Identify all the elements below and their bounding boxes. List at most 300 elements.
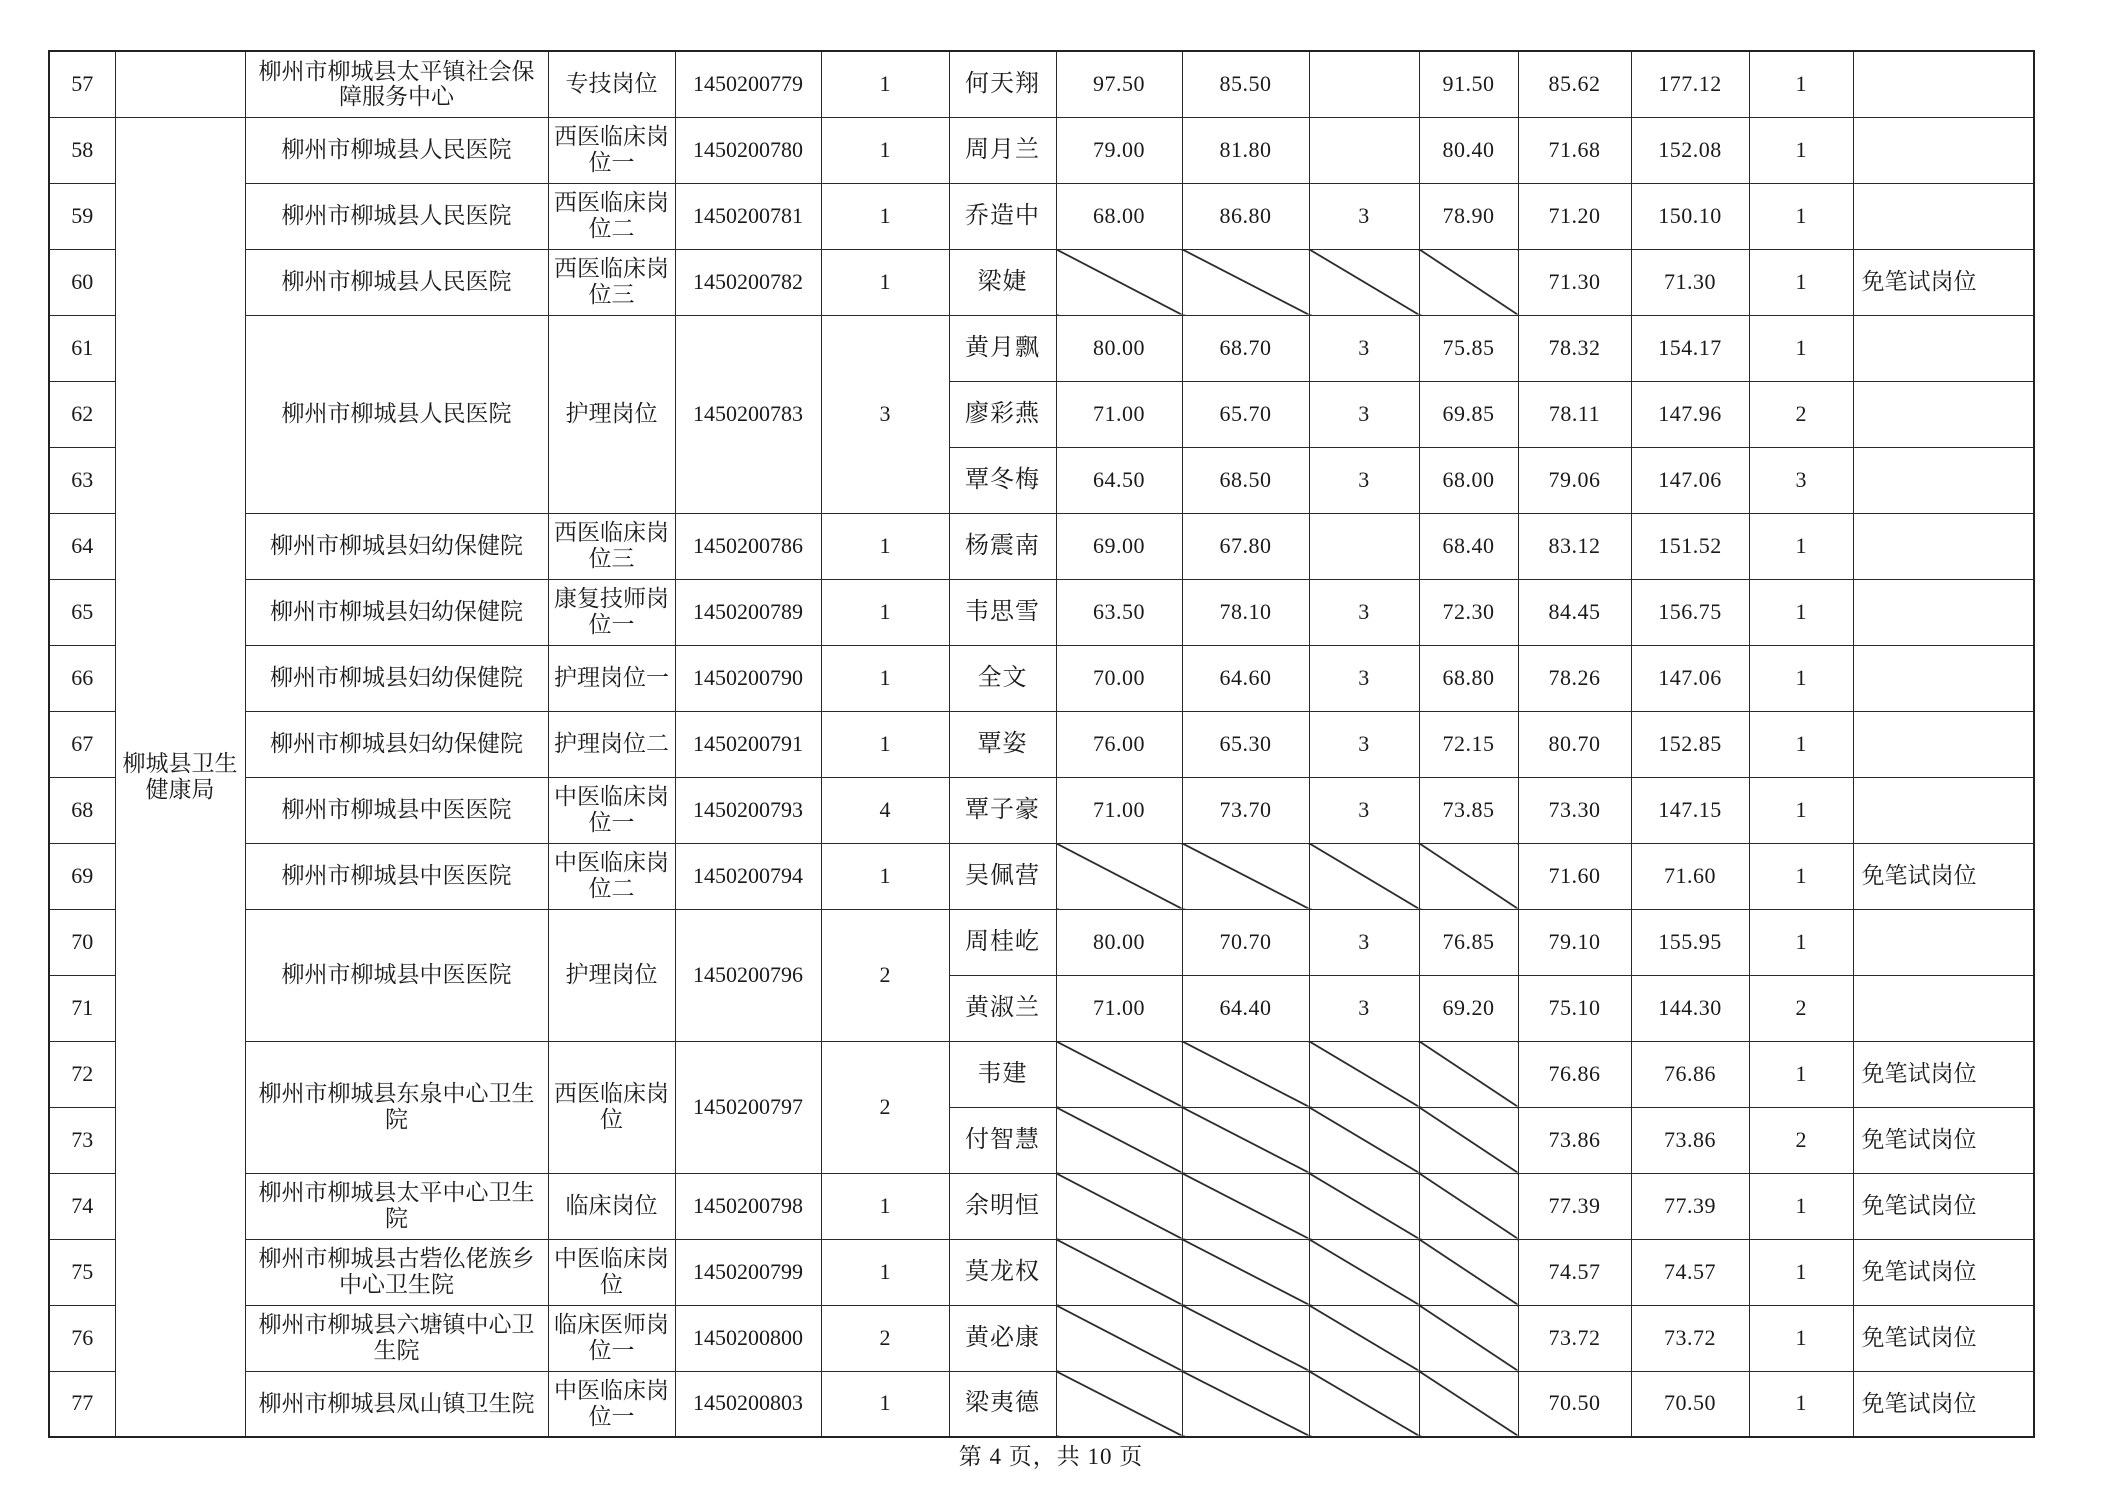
crossed-out-cell xyxy=(1309,1041,1419,1107)
name-cell: 韦思雪 xyxy=(949,579,1056,645)
rank-cell: 2 xyxy=(1749,381,1853,447)
page-footer: 第 4 页，共 10 页 xyxy=(958,1444,1144,1469)
score-cell: 3 xyxy=(1309,777,1419,843)
score-cell: 86.80 xyxy=(1182,183,1309,249)
score-cell: 64.50 xyxy=(1056,447,1182,513)
score-cell: 65.30 xyxy=(1182,711,1309,777)
code-cell: 1450200797 xyxy=(675,1041,821,1173)
table-row xyxy=(49,645,2034,711)
table-row xyxy=(49,1173,2034,1239)
score-cell: 68.80 xyxy=(1419,645,1518,711)
score-cell: 64.40 xyxy=(1182,975,1309,1041)
post-cell: 临床医师岗位一 xyxy=(548,1305,675,1371)
score-cell: 71.68 xyxy=(1518,117,1631,183)
score-cell: 78.26 xyxy=(1518,645,1631,711)
score-cell: 63.50 xyxy=(1056,579,1182,645)
table-row xyxy=(49,843,2034,909)
count-cell: 1 xyxy=(821,513,949,579)
note-cell: 免笔试岗位 xyxy=(1853,249,2034,315)
score-cell: 147.06 xyxy=(1631,645,1749,711)
row-number-cell: 76 xyxy=(49,1305,115,1371)
score-cell: 152.08 xyxy=(1631,117,1749,183)
score-cell: 80.00 xyxy=(1056,315,1182,381)
table-row xyxy=(49,1371,2034,1437)
count-cell: 4 xyxy=(821,777,949,843)
rank-cell: 1 xyxy=(1749,843,1853,909)
row-number-cell: 63 xyxy=(49,447,115,513)
post-cell: 护理岗位二 xyxy=(548,711,675,777)
post-cell: 西医临床岗位一 xyxy=(548,117,675,183)
name-cell: 付智慧 xyxy=(949,1107,1056,1173)
code-cell: 1450200794 xyxy=(675,843,821,909)
score-cell: 73.86 xyxy=(1518,1107,1631,1173)
name-cell: 梁婕 xyxy=(949,249,1056,315)
row-number-cell: 61 xyxy=(49,315,115,381)
crossed-out-cell xyxy=(1056,1371,1182,1437)
crossed-out-cell xyxy=(1056,1173,1182,1239)
rank-cell: 1 xyxy=(1749,183,1853,249)
score-cell: 68.40 xyxy=(1419,513,1518,579)
post-cell: 中医临床岗位一 xyxy=(548,777,675,843)
count-cell: 1 xyxy=(821,51,949,117)
table-row xyxy=(49,513,2034,579)
crossed-out-cell xyxy=(1056,1041,1182,1107)
code-cell: 1450200796 xyxy=(675,909,821,1041)
post-cell: 护理岗位一 xyxy=(548,645,675,711)
crossed-out-cell xyxy=(1056,249,1182,315)
department-cell xyxy=(115,51,245,117)
table-row xyxy=(49,909,2034,975)
count-cell: 1 xyxy=(821,1173,949,1239)
row-number-cell: 74 xyxy=(49,1173,115,1239)
crossed-out-cell xyxy=(1309,1173,1419,1239)
score-cell: 147.06 xyxy=(1631,447,1749,513)
score-cell: 71.00 xyxy=(1056,777,1182,843)
code-cell: 1450200779 xyxy=(675,51,821,117)
results-table xyxy=(48,50,2035,1438)
score-cell: 76.86 xyxy=(1631,1041,1749,1107)
crossed-out-cell xyxy=(1182,1173,1309,1239)
score-cell: 71.60 xyxy=(1518,843,1631,909)
crossed-out-cell xyxy=(1056,1107,1182,1173)
score-cell: 71.60 xyxy=(1631,843,1749,909)
score-cell: 79.00 xyxy=(1056,117,1182,183)
crossed-out-cell xyxy=(1309,843,1419,909)
row-number-cell: 75 xyxy=(49,1239,115,1305)
score-cell: 71.30 xyxy=(1631,249,1749,315)
score-cell: 68.00 xyxy=(1056,183,1182,249)
table-body xyxy=(49,51,2034,1437)
crossed-out-cell xyxy=(1419,1239,1518,1305)
table-row xyxy=(49,1305,2034,1371)
note-cell xyxy=(1853,711,2034,777)
name-cell: 黄淑兰 xyxy=(949,975,1056,1041)
code-cell: 1450200790 xyxy=(675,645,821,711)
rank-cell: 1 xyxy=(1749,645,1853,711)
score-cell xyxy=(1309,51,1419,117)
crossed-out-cell xyxy=(1309,1107,1419,1173)
unit-cell: 柳州市柳城县妇幼保健院 xyxy=(245,645,548,711)
table-row xyxy=(49,51,2034,117)
count-cell: 2 xyxy=(821,909,949,1041)
row-number-cell: 77 xyxy=(49,1371,115,1437)
crossed-out-cell xyxy=(1309,1239,1419,1305)
score-cell: 81.80 xyxy=(1182,117,1309,183)
crossed-out-cell xyxy=(1056,843,1182,909)
count-cell: 1 xyxy=(821,711,949,777)
score-cell: 3 xyxy=(1309,183,1419,249)
score-cell: 150.10 xyxy=(1631,183,1749,249)
score-cell: 76.00 xyxy=(1056,711,1182,777)
score-cell: 79.06 xyxy=(1518,447,1631,513)
note-cell: 免笔试岗位 xyxy=(1853,843,2034,909)
code-cell: 1450200791 xyxy=(675,711,821,777)
score-cell: 73.85 xyxy=(1419,777,1518,843)
count-cell: 1 xyxy=(821,183,949,249)
crossed-out-cell xyxy=(1419,249,1518,315)
score-cell: 73.70 xyxy=(1182,777,1309,843)
count-cell: 1 xyxy=(821,843,949,909)
score-cell: 71.00 xyxy=(1056,975,1182,1041)
unit-cell: 柳州市柳城县太平镇社会保障服务中心 xyxy=(245,51,548,117)
code-cell: 1450200800 xyxy=(675,1305,821,1371)
score-cell: 76.85 xyxy=(1419,909,1518,975)
row-number-cell: 66 xyxy=(49,645,115,711)
count-cell: 3 xyxy=(821,315,949,513)
table-row xyxy=(49,579,2034,645)
post-cell: 专技岗位 xyxy=(548,51,675,117)
table-row xyxy=(49,183,2034,249)
score-cell: 3 xyxy=(1309,447,1419,513)
score-cell: 71.30 xyxy=(1518,249,1631,315)
code-cell: 1450200780 xyxy=(675,117,821,183)
crossed-out-cell xyxy=(1309,249,1419,315)
score-cell: 71.20 xyxy=(1518,183,1631,249)
row-number-cell: 68 xyxy=(49,777,115,843)
note-cell xyxy=(1853,975,2034,1041)
unit-cell: 柳州市柳城县六塘镇中心卫生院 xyxy=(245,1305,548,1371)
crossed-out-cell xyxy=(1182,843,1309,909)
score-cell: 73.72 xyxy=(1631,1305,1749,1371)
rank-cell: 1 xyxy=(1749,1041,1853,1107)
score-cell: 65.70 xyxy=(1182,381,1309,447)
post-cell: 护理岗位 xyxy=(548,315,675,513)
rank-cell: 1 xyxy=(1749,315,1853,381)
note-cell xyxy=(1853,777,2034,843)
count-cell: 1 xyxy=(821,1239,949,1305)
row-number-cell: 72 xyxy=(49,1041,115,1107)
table-row xyxy=(49,777,2034,843)
score-cell: 75.85 xyxy=(1419,315,1518,381)
unit-cell: 柳州市柳城县中医医院 xyxy=(245,777,548,843)
note-cell xyxy=(1853,315,2034,381)
post-cell: 中医临床岗位 xyxy=(548,1239,675,1305)
name-cell: 周月兰 xyxy=(949,117,1056,183)
code-cell: 1450200786 xyxy=(675,513,821,579)
rank-cell: 1 xyxy=(1749,579,1853,645)
table-row xyxy=(49,1041,2034,1107)
row-number-cell: 59 xyxy=(49,183,115,249)
note-cell: 免笔试岗位 xyxy=(1853,1371,2034,1437)
rank-cell: 2 xyxy=(1749,975,1853,1041)
score-cell: 80.00 xyxy=(1056,909,1182,975)
name-cell: 黄必康 xyxy=(949,1305,1056,1371)
score-cell: 78.11 xyxy=(1518,381,1631,447)
crossed-out-cell xyxy=(1419,1371,1518,1437)
count-cell: 1 xyxy=(821,1371,949,1437)
score-cell: 79.10 xyxy=(1518,909,1631,975)
code-cell: 1450200782 xyxy=(675,249,821,315)
unit-cell: 柳州市柳城县人民医院 xyxy=(245,117,548,183)
note-cell xyxy=(1853,117,2034,183)
score-cell: 177.12 xyxy=(1631,51,1749,117)
score-cell: 70.50 xyxy=(1631,1371,1749,1437)
post-cell: 护理岗位 xyxy=(548,909,675,1041)
unit-cell: 柳州市柳城县人民医院 xyxy=(245,249,548,315)
score-cell: 78.90 xyxy=(1419,183,1518,249)
crossed-out-cell xyxy=(1056,1239,1182,1305)
row-number-cell: 58 xyxy=(49,117,115,183)
score-cell: 68.50 xyxy=(1182,447,1309,513)
score-cell: 64.60 xyxy=(1182,645,1309,711)
score-cell: 3 xyxy=(1309,381,1419,447)
name-cell: 韦建 xyxy=(949,1041,1056,1107)
score-cell: 70.00 xyxy=(1056,645,1182,711)
score-cell: 156.75 xyxy=(1631,579,1749,645)
score-cell: 73.72 xyxy=(1518,1305,1631,1371)
score-cell: 69.20 xyxy=(1419,975,1518,1041)
name-cell: 覃子豪 xyxy=(949,777,1056,843)
score-cell: 3 xyxy=(1309,975,1419,1041)
score-cell: 70.50 xyxy=(1518,1371,1631,1437)
code-cell: 1450200803 xyxy=(675,1371,821,1437)
score-cell: 70.70 xyxy=(1182,909,1309,975)
score-cell: 3 xyxy=(1309,909,1419,975)
rank-cell: 1 xyxy=(1749,117,1853,183)
name-cell: 周桂屹 xyxy=(949,909,1056,975)
crossed-out-cell xyxy=(1182,1239,1309,1305)
name-cell: 廖彩燕 xyxy=(949,381,1056,447)
score-cell: 147.96 xyxy=(1631,381,1749,447)
unit-cell: 柳州市柳城县凤山镇卫生院 xyxy=(245,1371,548,1437)
score-cell: 80.40 xyxy=(1419,117,1518,183)
crossed-out-cell xyxy=(1182,1371,1309,1437)
crossed-out-cell xyxy=(1419,1041,1518,1107)
score-cell: 72.30 xyxy=(1419,579,1518,645)
score-cell: 152.85 xyxy=(1631,711,1749,777)
name-cell: 何天翔 xyxy=(949,51,1056,117)
rank-cell: 1 xyxy=(1749,513,1853,579)
post-cell: 临床岗位 xyxy=(548,1173,675,1239)
row-number-cell: 57 xyxy=(49,51,115,117)
score-cell: 3 xyxy=(1309,579,1419,645)
row-number-cell: 70 xyxy=(49,909,115,975)
score-cell: 73.30 xyxy=(1518,777,1631,843)
table-row xyxy=(49,117,2034,183)
note-cell xyxy=(1853,183,2034,249)
crossed-out-cell xyxy=(1309,1305,1419,1371)
post-cell: 中医临床岗位二 xyxy=(548,843,675,909)
name-cell: 覃姿 xyxy=(949,711,1056,777)
row-number-cell: 65 xyxy=(49,579,115,645)
name-cell: 乔造中 xyxy=(949,183,1056,249)
post-cell: 西医临床岗位二 xyxy=(548,183,675,249)
row-number-cell: 62 xyxy=(49,381,115,447)
crossed-out-cell xyxy=(1182,1305,1309,1371)
count-cell: 1 xyxy=(821,249,949,315)
score-cell: 77.39 xyxy=(1518,1173,1631,1239)
name-cell: 杨震南 xyxy=(949,513,1056,579)
count-cell: 1 xyxy=(821,579,949,645)
note-cell: 免笔试岗位 xyxy=(1853,1173,2034,1239)
score-cell: 69.85 xyxy=(1419,381,1518,447)
score-cell: 78.32 xyxy=(1518,315,1631,381)
crossed-out-cell xyxy=(1419,1305,1518,1371)
rank-cell: 1 xyxy=(1749,777,1853,843)
score-cell: 78.10 xyxy=(1182,579,1309,645)
score-cell: 3 xyxy=(1309,711,1419,777)
table-row xyxy=(49,315,2034,381)
score-cell: 74.57 xyxy=(1631,1239,1749,1305)
code-cell: 1450200799 xyxy=(675,1239,821,1305)
unit-cell: 柳州市柳城县人民医院 xyxy=(245,183,548,249)
score-cell: 69.00 xyxy=(1056,513,1182,579)
crossed-out-cell xyxy=(1182,1107,1309,1173)
note-cell xyxy=(1853,645,2034,711)
score-cell: 67.80 xyxy=(1182,513,1309,579)
name-cell: 吴佩营 xyxy=(949,843,1056,909)
note-cell xyxy=(1853,579,2034,645)
name-cell: 余明恒 xyxy=(949,1173,1056,1239)
unit-cell: 柳州市柳城县人民医院 xyxy=(245,315,548,513)
note-cell: 免笔试岗位 xyxy=(1853,1239,2034,1305)
name-cell: 覃冬梅 xyxy=(949,447,1056,513)
row-number-cell: 69 xyxy=(49,843,115,909)
name-cell: 黄月飘 xyxy=(949,315,1056,381)
note-cell xyxy=(1853,381,2034,447)
post-cell: 康复技师岗位一 xyxy=(548,579,675,645)
post-cell: 西医临床岗位 xyxy=(548,1041,675,1173)
crossed-out-cell xyxy=(1309,1371,1419,1437)
score-cell xyxy=(1309,117,1419,183)
score-cell: 154.17 xyxy=(1631,315,1749,381)
post-cell: 西医临床岗位三 xyxy=(548,249,675,315)
score-cell: 85.62 xyxy=(1518,51,1631,117)
row-number-cell: 64 xyxy=(49,513,115,579)
note-cell xyxy=(1853,447,2034,513)
score-cell: 76.86 xyxy=(1518,1041,1631,1107)
score-cell: 72.15 xyxy=(1419,711,1518,777)
crossed-out-cell xyxy=(1419,843,1518,909)
unit-cell: 柳州市柳城县中医医院 xyxy=(245,909,548,1041)
note-cell: 免笔试岗位 xyxy=(1853,1305,2034,1371)
crossed-out-cell xyxy=(1419,1173,1518,1239)
note-cell: 免笔试岗位 xyxy=(1853,1107,2034,1173)
rank-cell: 1 xyxy=(1749,51,1853,117)
score-cell: 80.70 xyxy=(1518,711,1631,777)
note-cell: 免笔试岗位 xyxy=(1853,1041,2034,1107)
crossed-out-cell xyxy=(1182,249,1309,315)
unit-cell: 柳州市柳城县妇幼保健院 xyxy=(245,711,548,777)
unit-cell: 柳州市柳城县东泉中心卫生院 xyxy=(245,1041,548,1173)
crossed-out-cell xyxy=(1182,1041,1309,1107)
rank-cell: 1 xyxy=(1749,711,1853,777)
post-cell: 西医临床岗位三 xyxy=(548,513,675,579)
rank-cell: 1 xyxy=(1749,909,1853,975)
name-cell: 全文 xyxy=(949,645,1056,711)
row-number-cell: 71 xyxy=(49,975,115,1041)
score-cell: 77.39 xyxy=(1631,1173,1749,1239)
row-number-cell: 60 xyxy=(49,249,115,315)
name-cell: 莫龙权 xyxy=(949,1239,1056,1305)
department-cell: 柳城县卫生健康局 xyxy=(115,117,245,1437)
rank-cell: 1 xyxy=(1749,1305,1853,1371)
note-cell xyxy=(1853,909,2034,975)
post-cell: 中医临床岗位一 xyxy=(548,1371,675,1437)
unit-cell: 柳州市柳城县中医医院 xyxy=(245,843,548,909)
score-cell: 97.50 xyxy=(1056,51,1182,117)
crossed-out-cell xyxy=(1056,1305,1182,1371)
code-cell: 1450200798 xyxy=(675,1173,821,1239)
crossed-out-cell xyxy=(1419,1107,1518,1173)
code-cell: 1450200783 xyxy=(675,315,821,513)
score-cell: 151.52 xyxy=(1631,513,1749,579)
table-row xyxy=(49,711,2034,777)
rank-cell: 2 xyxy=(1749,1107,1853,1173)
score-cell: 68.00 xyxy=(1419,447,1518,513)
table-row xyxy=(49,249,2034,315)
score-cell: 3 xyxy=(1309,645,1419,711)
score-cell: 73.86 xyxy=(1631,1107,1749,1173)
table-row xyxy=(49,1239,2034,1305)
score-cell: 84.45 xyxy=(1518,579,1631,645)
code-cell: 1450200781 xyxy=(675,183,821,249)
count-cell: 2 xyxy=(821,1305,949,1371)
unit-cell: 柳州市柳城县妇幼保健院 xyxy=(245,579,548,645)
count-cell: 1 xyxy=(821,645,949,711)
score-cell: 68.70 xyxy=(1182,315,1309,381)
score-cell: 85.50 xyxy=(1182,51,1309,117)
note-cell xyxy=(1853,51,2034,117)
code-cell: 1450200789 xyxy=(675,579,821,645)
count-cell: 2 xyxy=(821,1041,949,1173)
unit-cell: 柳州市柳城县古砦仫佬族乡中心卫生院 xyxy=(245,1239,548,1305)
score-cell xyxy=(1309,513,1419,579)
rank-cell: 1 xyxy=(1749,1173,1853,1239)
rank-cell: 1 xyxy=(1749,249,1853,315)
rank-cell: 3 xyxy=(1749,447,1853,513)
score-cell: 144.30 xyxy=(1631,975,1749,1041)
score-cell: 155.95 xyxy=(1631,909,1749,975)
unit-cell: 柳州市柳城县妇幼保健院 xyxy=(245,513,548,579)
code-cell: 1450200793 xyxy=(675,777,821,843)
rank-cell: 1 xyxy=(1749,1239,1853,1305)
score-cell: 75.10 xyxy=(1518,975,1631,1041)
rank-cell: 1 xyxy=(1749,1371,1853,1437)
unit-cell: 柳州市柳城县太平中心卫生院 xyxy=(245,1173,548,1239)
row-number-cell: 73 xyxy=(49,1107,115,1173)
score-cell: 3 xyxy=(1309,315,1419,381)
score-cell: 71.00 xyxy=(1056,381,1182,447)
score-cell: 91.50 xyxy=(1419,51,1518,117)
count-cell: 1 xyxy=(821,117,949,183)
note-cell xyxy=(1853,513,2034,579)
score-cell: 83.12 xyxy=(1518,513,1631,579)
name-cell: 梁夷德 xyxy=(949,1371,1056,1437)
row-number-cell: 67 xyxy=(49,711,115,777)
score-cell: 74.57 xyxy=(1518,1239,1631,1305)
score-cell: 147.15 xyxy=(1631,777,1749,843)
